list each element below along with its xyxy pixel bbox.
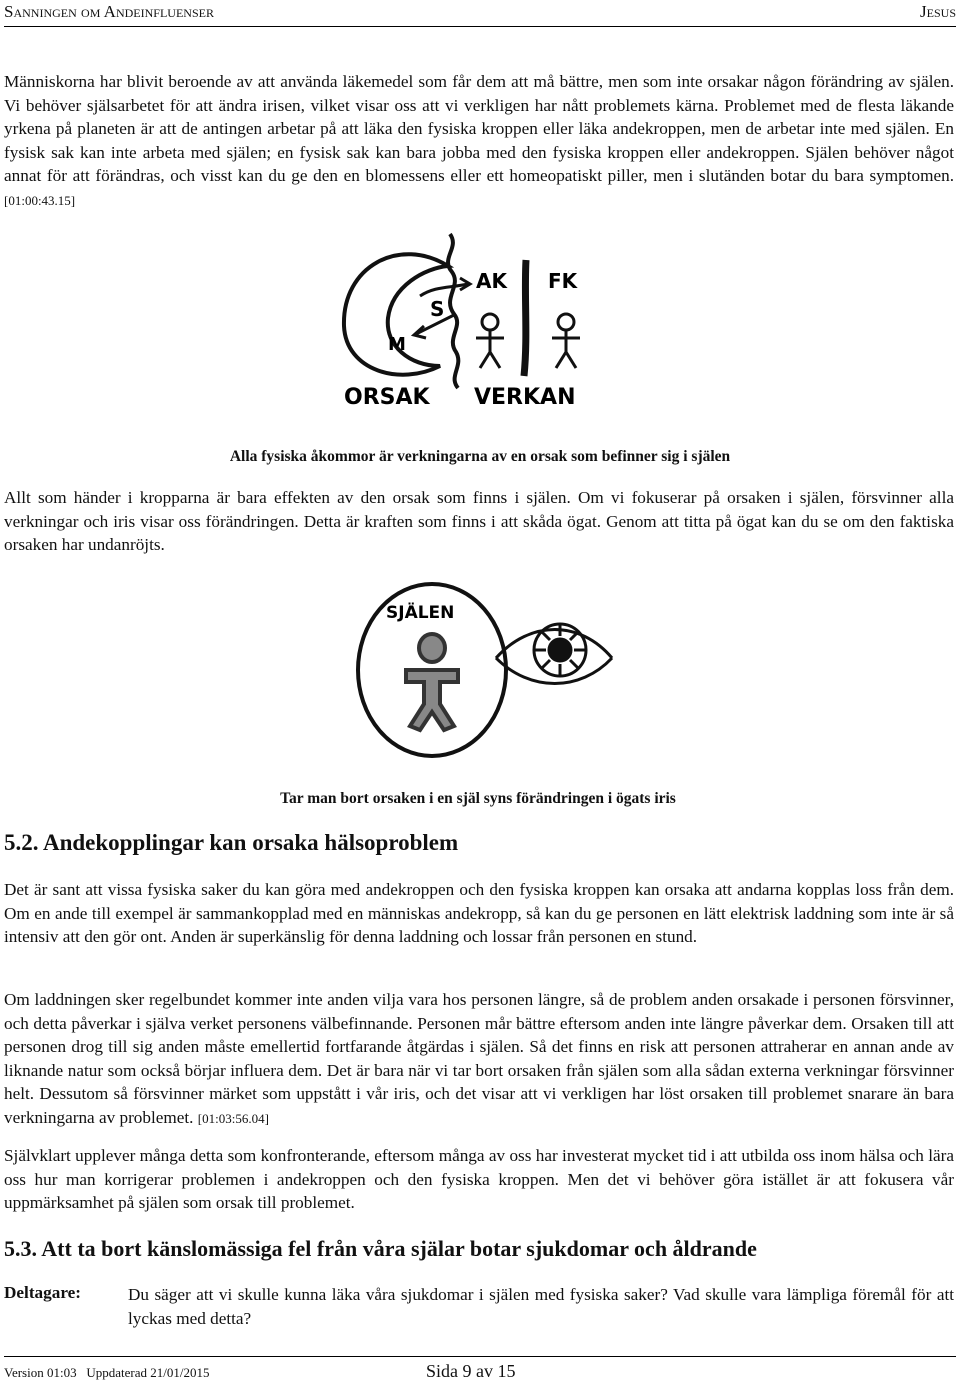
label-verkan: VERKAN [474,385,576,410]
cause-effect-diagram [330,226,610,412]
physical-body-figure [552,314,580,368]
label-ak: AK [476,269,507,293]
figure-1-caption: Alla fysiska åkommor är verkningarna av en orsak som befinner sig i själen [229,448,731,465]
section-heading-5-2: 5.2. Andekopplingar kan orsaka hälsoproblem [4,830,459,855]
header-speaker: Jesus [920,2,956,21]
separator-bar [524,260,526,376]
page-header [4,2,956,27]
eye-icon [496,624,612,684]
header-title: Sanningen om Andeinfluenser [4,2,214,21]
soul-figure [406,634,458,730]
timestamp: [01:00:43.15] [4,192,76,208]
paragraph-1-text: Människorna har blivit beroende av att använda läkemedel som får dem att må bättre, men som inte orsakar någon förändring av själen. Vi behöver själsarbetet för att ändra irisen, vilket visar oss att vi verkligen har nått problemets kärna. Problemet med de flesta läkande yrkena på planeten är att de antingen arbetar på att läka den fysiska kroppen eller läka andekroppen, men de arbetar inte med själen. En fysisk sak kan inte arbeta med själen; en fysisk sak kan bara jobba med den fysiska kroppen eller andekroppen. Själen behöver något annat för att förändras, och visst kan du ge den en blomessens eller ett homeopatiskt piller, men i slutänden botar du bara symptomen. [4,72,954,185]
page-footer [4,1356,956,1385]
spirit-body-figure [476,314,504,368]
page-number: Sida 9 av 15 [426,1361,516,1381]
squiggle-line [448,234,458,388]
paragraph-4 [4,988,954,1130]
paragraph-1 [4,70,954,212]
paragraph-2: Allt som händer i kropparna är bara effekten av den orsak som finns i själen. Om vi fokuserar på orsaken i själen, försvinner alla verkningar och iris visar oss förändringen. Detta är kraften som finns i att skåda ögat. Genom att titta på ögat kan du se om den faktiska orsaken har undanröjts. [4,488,954,554]
version-info: Version 01:03 Uppdaterad 21/01/2015 [4,1365,210,1380]
speaker-text: Du säger att vi skulle kunna läka våra sjukdomar i själen med fysiska saker? Vad skulle vara lämpliga föremål för att lyckas med detta? [128,1285,954,1328]
label-m: M [388,334,406,355]
label-sjalen: SJÄLEN [386,603,455,623]
speaker-label: Deltagare: [4,1283,81,1302]
label-orsak: ORSAK [344,385,430,410]
timestamp: [01:03:56.04] [197,1110,269,1126]
label-fk: FK [548,269,578,293]
figure-2-caption: Tar man bort orsaken i en själ syns förändringen i ögats iris [280,790,676,807]
paragraph-4-text: Om laddningen sker regelbundet kommer inte anden vilja vara hos personen längre, så de problem anden orsakade i personen försvinner, och detta påverkar i själva verket personens välbefinnande. Personen mår bättre eftersom anden inte längre påverkar dem. Orsaken till att personen drog till sig anden måste emellertid fortfarande åtgärdas i själen. Så det finns en risk att personen attraherar en annan ande av liknande natur som också börjar influera dem. Det är bara när vi tar bort orsaken från själen som alla sådan externa verkningar försvinner helt. Dessutom så försvinner märket som uppstått i vår iris, och det visar att vi verkligen har löst orsaken till problemet snarare än bara verkningarna av problemet. [4,990,954,1127]
label-s: S [430,297,445,321]
paragraph-3: Det är sant att vissa fysiska saker du kan göra med andekroppen och den fysiska kroppen kan orsaka att andarna kopplas loss från dem. Om en ande till exempel är sammankopplad med en människas andekropp, så kan du ge personen en lätt elektrisk laddning som inte är så intensiv att den gör ont. Anden är superkänslig för denna laddning och lossar från personen en stund. [4,880,954,946]
section-heading-5-3: 5.3. Att ta bort känslomässiga fel från våra själar botar sjukdomar och åldrande [4,1236,757,1261]
soul-eye-diagram [350,580,620,765]
paragraph-5: Självklart upplever många detta som konfronterande, eftersom många av oss har investerat mycket tid i att utbilda oss inom hälsa och lära oss hur man korrigerar problemen i andekroppen och den fysiska kroppen. Men det vi behöver göra istället är att fokusera vår uppmärksamhet på själen som orsak till problemet. [4,1146,954,1212]
